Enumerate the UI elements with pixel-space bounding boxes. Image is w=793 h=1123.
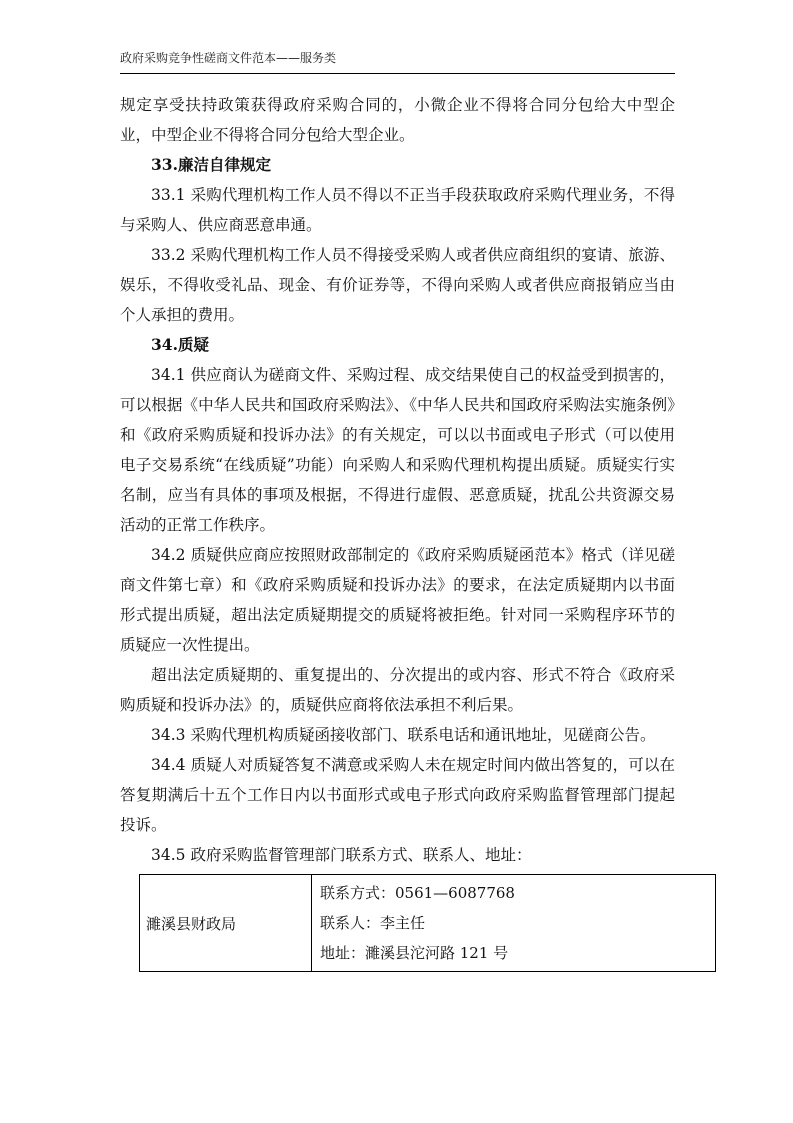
paragraph-34-3: 34.3 采购代理机构质疑函接收部门、联系电话和通讯地址，见磋商公告。 xyxy=(151,726,656,744)
paragraph-34-4: 34.4 质疑人对质疑答复不满意或采购人未在规定时间内做出答复的，可以在答复期满后十五个工作日内以书面形式或电子形式向政府采购监督管理部门提起投诉。 xyxy=(120,756,675,834)
paragraph-33-1: 33.1 采购代理机构工作人员不得以不正当手段获取政府采购代理业务，不得与采购人、供应商恶意串通。 xyxy=(120,186,675,234)
paragraph-34-1: 34.1 供应商认为磋商文件、采购过程、成交结果使自己的权益受到损害的，可以根据《中华人民共和国政府采购法》、《中华人民共和国政府采购法实施条例》和《政府采购质疑和投诉办法》的有关规定，可以以书面或电子形式（可以使用电子交易系统“在线质疑”功能）向采购人和采购代理机构提出质疑。质疑实行实名制，应当有具体的事项及根据，不得进行虚假、恶意质疑，扰乱公共资源交易活动的正常工作秩序。 xyxy=(120,366,675,534)
contact-table xyxy=(139,874,716,972)
paragraph-34-2-continued: 超出法定质疑期的、重复提出的、分次提出的或内容、形式不符合《政府采购质疑和投诉办法》的，质疑供应商将依法承担不利后果。 xyxy=(120,666,675,714)
contact-info-cell xyxy=(312,875,716,972)
header-divider xyxy=(120,73,675,74)
section-heading-34: 34.质疑 xyxy=(151,335,209,354)
paragraph-34-2: 34.2 质疑供应商应按照财政部制定的《政府采购质疑函范本》格式（详见磋商文件第七章）和《政府采购质疑和投诉办法》的要求，在法定质疑期内以书面形式提出质疑，超出法定质疑期提交的质疑将被拒绝。针对同一采购程序环节的质疑应一次性提出。 xyxy=(120,546,675,654)
contact-address: 地址：濉溪县沱河路 121 号 xyxy=(320,944,509,962)
paragraph-continued: 规定享受扶持政策获得政府采购合同的，小微企业不得将合同分包给大中型企业，中型企业不得将合同分包给大型企业。 xyxy=(120,96,675,144)
section-heading-33: 33.廉洁自律规定 xyxy=(151,155,271,174)
department-cell: 濉溪县财政局 xyxy=(140,875,312,972)
contact-phone: 联系方式：0561—6087768 xyxy=(320,884,515,902)
page-header: 政府采购竞争性磋商文件范本——服务类 xyxy=(120,51,337,65)
contact-person: 联系人：李主任 xyxy=(320,914,426,932)
document-body xyxy=(120,90,675,972)
table-row xyxy=(140,875,716,972)
paragraph-34-5: 34.5 政府采购监督管理部门联系方式、联系人、地址： xyxy=(151,846,532,864)
paragraph-33-2: 33.2 采购代理机构工作人员不得接受采购人或者供应商组织的宴请、旅游、娱乐，不得收受礼品、现金、有价证券等，不得向采购人或者供应商报销应当由个人承担的费用。 xyxy=(120,246,675,324)
